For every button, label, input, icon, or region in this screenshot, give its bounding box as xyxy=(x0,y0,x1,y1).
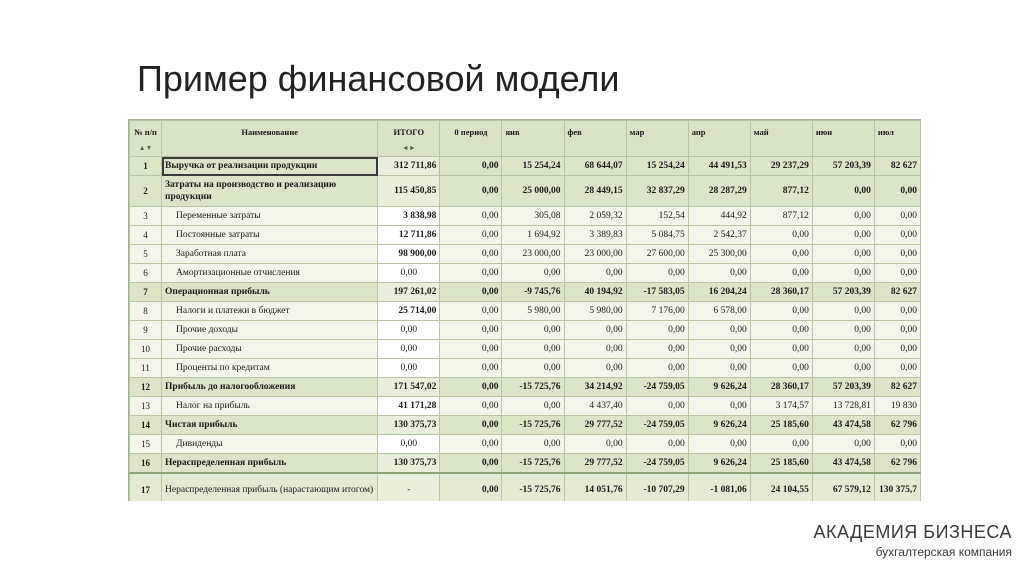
row-month-cell[interactable]: 23 000,00 xyxy=(502,245,564,264)
table-row[interactable] xyxy=(130,226,921,245)
row-month-cell[interactable]: 25 185,60 xyxy=(750,454,812,474)
table-row[interactable] xyxy=(130,397,921,416)
col-header-name: Наименование xyxy=(162,121,378,157)
row-month-cell[interactable]: 0,00 xyxy=(626,321,688,340)
row-period0-cell[interactable]: 0,00 xyxy=(440,340,502,359)
row-month-cell[interactable]: 28 360,17 xyxy=(750,283,812,302)
row-month-cell[interactable]: 25 000,00 xyxy=(502,176,564,207)
row-number: 16 xyxy=(130,454,162,474)
row-month-cell[interactable]: 152,54 xyxy=(626,207,688,226)
row-month-cell[interactable]: 0,00 xyxy=(688,435,750,454)
row-number: 8 xyxy=(130,302,162,321)
row-month-cell[interactable]: 0,00 xyxy=(874,245,920,264)
row-month-cell[interactable]: 68 644,07 xyxy=(564,157,626,176)
brand-name: АКАДЕМИЯ БИЗНЕСА xyxy=(813,522,1012,542)
row-name-cell[interactable]: Амортизационные отчисления xyxy=(162,264,378,283)
row-total-cell[interactable]: - xyxy=(378,473,440,501)
row-month-cell[interactable]: 62 796 xyxy=(874,454,920,474)
row-month-cell[interactable]: 0,00 xyxy=(812,435,874,454)
row-month-cell[interactable]: -15 725,76 xyxy=(502,416,564,435)
row-month-cell[interactable]: 0,00 xyxy=(812,302,874,321)
row-name-cell[interactable]: Нераспределенная прибыль xyxy=(162,454,378,474)
row-month-cell[interactable]: 4 437,40 xyxy=(564,397,626,416)
row-number: 13 xyxy=(130,397,162,416)
table-row[interactable] xyxy=(130,207,921,226)
row-period0-cell[interactable]: 0,00 xyxy=(440,473,502,501)
row-month-cell[interactable]: 0,00 xyxy=(688,321,750,340)
row-month-cell[interactable]: 40 194,92 xyxy=(564,283,626,302)
row-month-cell[interactable]: 0,00 xyxy=(874,302,920,321)
row-month-cell[interactable]: 29 777,52 xyxy=(564,454,626,474)
row-number: 4 xyxy=(130,226,162,245)
table-row[interactable] xyxy=(130,340,921,359)
row-month-cell[interactable]: 5 980,00 xyxy=(502,302,564,321)
row-number: 12 xyxy=(130,378,162,397)
row-month-cell[interactable]: 0,00 xyxy=(874,435,920,454)
row-month-cell[interactable]: 43 474,58 xyxy=(812,416,874,435)
row-month-cell[interactable]: 0,00 xyxy=(874,207,920,226)
row-month-cell[interactable]: 0,00 xyxy=(874,340,920,359)
row-month-cell[interactable]: 0,00 xyxy=(626,264,688,283)
table-row[interactable] xyxy=(130,245,921,264)
row-month-cell[interactable]: 6 578,00 xyxy=(688,302,750,321)
row-number: 2 xyxy=(130,176,162,207)
row-month-cell[interactable]: 1 694,92 xyxy=(502,226,564,245)
row-month-cell[interactable]: 0,00 xyxy=(502,359,564,378)
row-period0-cell[interactable]: 0,00 xyxy=(440,359,502,378)
row-month-cell[interactable]: 0,00 xyxy=(502,397,564,416)
row-number: 15 xyxy=(130,435,162,454)
table-header-row xyxy=(130,121,921,157)
row-month-cell[interactable]: 0,00 xyxy=(688,264,750,283)
row-month-cell[interactable]: 34 214,92 xyxy=(564,378,626,397)
row-month-cell[interactable]: 0,00 xyxy=(812,176,874,207)
row-month-cell[interactable]: 82 627 xyxy=(874,378,920,397)
row-month-cell[interactable]: 27 600,00 xyxy=(626,245,688,264)
row-month-cell[interactable]: 16 204,24 xyxy=(688,283,750,302)
row-total-cell[interactable]: 130 375,73 xyxy=(378,454,440,474)
row-month-cell[interactable]: 0,00 xyxy=(564,359,626,378)
table-row[interactable] xyxy=(130,157,921,176)
row-month-cell[interactable]: 0,00 xyxy=(626,397,688,416)
table-row[interactable] xyxy=(130,302,921,321)
row-month-cell[interactable]: 0,00 xyxy=(564,264,626,283)
row-month-cell[interactable]: 3 389,83 xyxy=(564,226,626,245)
row-month-cell[interactable]: 15 254,24 xyxy=(626,157,688,176)
row-month-cell[interactable]: -24 759,05 xyxy=(626,454,688,474)
row-month-cell[interactable]: 0,00 xyxy=(750,340,812,359)
col-header-total[interactable]: ИТОГО ◄► xyxy=(378,121,440,157)
row-month-cell[interactable]: 0,00 xyxy=(750,245,812,264)
row-month-cell[interactable]: 0,00 xyxy=(750,226,812,245)
row-total-cell[interactable]: 0,00 xyxy=(378,359,440,378)
col-header-month: апр xyxy=(688,121,750,157)
col-header-month: фев xyxy=(564,121,626,157)
row-month-cell[interactable]: 14 051,76 xyxy=(564,473,626,501)
row-month-cell[interactable]: 0,00 xyxy=(874,264,920,283)
row-month-cell[interactable]: 0,00 xyxy=(688,340,750,359)
row-month-cell[interactable]: 0,00 xyxy=(502,264,564,283)
row-number: 14 xyxy=(130,416,162,435)
financial-model-table xyxy=(128,119,921,501)
row-total-cell[interactable]: 0,00 xyxy=(378,264,440,283)
row-total-cell[interactable]: 12 711,86 xyxy=(378,226,440,245)
col-header-month: июл xyxy=(874,121,920,157)
row-month-cell[interactable]: -15 725,76 xyxy=(502,454,564,474)
row-month-cell[interactable]: 0,00 xyxy=(626,359,688,378)
row-month-cell[interactable]: 877,12 xyxy=(750,176,812,207)
row-month-cell[interactable]: 0,00 xyxy=(874,321,920,340)
col-header-month: июн xyxy=(812,121,874,157)
row-number: 11 xyxy=(130,359,162,378)
row-number: 7 xyxy=(130,283,162,302)
row-total-cell[interactable]: 197 261,02 xyxy=(378,283,440,302)
row-month-cell[interactable]: 5 084,75 xyxy=(626,226,688,245)
row-month-cell[interactable]: 0,00 xyxy=(564,435,626,454)
table-row[interactable] xyxy=(130,321,921,340)
row-month-cell[interactable]: 29 777,52 xyxy=(564,416,626,435)
row-period0-cell[interactable]: 0,00 xyxy=(440,397,502,416)
row-period0-cell[interactable]: 0,00 xyxy=(440,157,502,176)
row-total-cell[interactable]: 0,00 xyxy=(378,435,440,454)
row-month-cell[interactable]: 67 579,12 xyxy=(812,473,874,501)
row-month-cell[interactable]: 19 830 xyxy=(874,397,920,416)
row-total-cell[interactable]: 0,00 xyxy=(378,340,440,359)
row-month-cell[interactable]: 0,00 xyxy=(812,207,874,226)
row-period0-cell[interactable]: 0,00 xyxy=(440,245,502,264)
row-month-cell[interactable]: 0,00 xyxy=(874,176,920,207)
row-period0-cell[interactable]: 0,00 xyxy=(440,435,502,454)
table-row[interactable] xyxy=(130,435,921,454)
row-total-cell[interactable]: 0,00 xyxy=(378,321,440,340)
row-month-cell[interactable]: -1 081,06 xyxy=(688,473,750,501)
row-number: 10 xyxy=(130,340,162,359)
row-month-cell[interactable]: 0,00 xyxy=(874,226,920,245)
row-month-cell[interactable]: 25 300,00 xyxy=(688,245,750,264)
row-month-cell[interactable]: 877,12 xyxy=(750,207,812,226)
row-month-cell[interactable]: 15 254,24 xyxy=(502,157,564,176)
row-month-cell[interactable]: 57 203,39 xyxy=(812,283,874,302)
row-name-cell[interactable]: Налог на прибыль xyxy=(162,397,378,416)
row-month-cell[interactable]: 28 449,15 xyxy=(564,176,626,207)
row-month-cell[interactable]: 0,00 xyxy=(874,359,920,378)
company-brand xyxy=(814,522,1012,559)
table-row[interactable] xyxy=(130,473,921,501)
row-total-cell[interactable]: 98 900,00 xyxy=(378,245,440,264)
row-month-cell[interactable]: 5 980,00 xyxy=(564,302,626,321)
row-total-cell[interactable]: 3 838,98 xyxy=(378,207,440,226)
row-month-cell[interactable]: 44 491,53 xyxy=(688,157,750,176)
row-name-cell[interactable]: Налоги и платежи в бюджет xyxy=(162,302,378,321)
row-month-cell[interactable]: 57 203,39 xyxy=(812,157,874,176)
row-month-cell[interactable]: 2 542,37 xyxy=(688,226,750,245)
row-month-cell[interactable]: -17 583,05 xyxy=(626,283,688,302)
row-month-cell[interactable]: -15 725,76 xyxy=(502,473,564,501)
row-month-cell[interactable]: 29 237,29 xyxy=(750,157,812,176)
row-period0-cell[interactable]: 0,00 xyxy=(440,176,502,207)
row-month-cell[interactable]: 0,00 xyxy=(812,264,874,283)
row-name-cell[interactable]: Постоянные затраты xyxy=(162,226,378,245)
row-month-cell[interactable]: 13 728,81 xyxy=(812,397,874,416)
row-number: 9 xyxy=(130,321,162,340)
row-total-cell[interactable]: 25 714,00 xyxy=(378,302,440,321)
row-month-cell[interactable]: 7 176,00 xyxy=(626,302,688,321)
row-total-cell[interactable]: 115 450,85 xyxy=(378,176,440,207)
row-month-cell[interactable]: 28 360,17 xyxy=(750,378,812,397)
col-header-month: янв xyxy=(502,121,564,157)
row-period0-cell[interactable]: 0,00 xyxy=(440,264,502,283)
row-month-cell[interactable]: 0,00 xyxy=(688,359,750,378)
row-month-cell[interactable]: 23 000,00 xyxy=(564,245,626,264)
row-month-cell[interactable]: 9 626,24 xyxy=(688,454,750,474)
row-total-cell[interactable]: 312 711,86 xyxy=(378,157,440,176)
row-period0-cell[interactable]: 0,00 xyxy=(440,283,502,302)
row-month-cell[interactable]: 24 104,55 xyxy=(750,473,812,501)
row-number: 6 xyxy=(130,264,162,283)
row-month-cell[interactable]: -24 759,05 xyxy=(626,416,688,435)
row-month-cell[interactable]: 0,00 xyxy=(750,359,812,378)
row-number: 17 xyxy=(130,473,162,501)
row-month-cell[interactable]: 25 185,60 xyxy=(750,416,812,435)
row-period0-cell[interactable]: 0,00 xyxy=(440,207,502,226)
row-total-cell[interactable]: 41 171,28 xyxy=(378,397,440,416)
row-number: 5 xyxy=(130,245,162,264)
row-month-cell[interactable]: 0,00 xyxy=(564,340,626,359)
row-month-cell[interactable]: 0,00 xyxy=(564,321,626,340)
row-month-cell[interactable]: 444,92 xyxy=(688,207,750,226)
row-month-cell[interactable]: 3 174,57 xyxy=(750,397,812,416)
row-name-cell[interactable]: Нераспределенная прибыль (нарастающим итогом) xyxy=(162,473,378,501)
row-month-cell[interactable]: 32 837,29 xyxy=(626,176,688,207)
row-month-cell[interactable]: 0,00 xyxy=(812,359,874,378)
col-header-period0: 0 период xyxy=(440,121,502,157)
row-month-cell[interactable]: 0,00 xyxy=(750,321,812,340)
row-month-cell[interactable]: 9 626,24 xyxy=(688,416,750,435)
col-header-num[interactable]: № п/п ▲▼ xyxy=(130,121,162,157)
row-total-cell[interactable]: 130 375,73 xyxy=(378,416,440,435)
row-name-cell[interactable]: Заработная плата xyxy=(162,245,378,264)
table-row[interactable] xyxy=(130,264,921,283)
table-row[interactable] xyxy=(130,176,921,207)
table-row[interactable] xyxy=(130,359,921,378)
table-row[interactable] xyxy=(130,283,921,302)
row-month-cell[interactable]: 0,00 xyxy=(750,435,812,454)
scroll-arrows-icon[interactable]: ◄► xyxy=(401,144,416,152)
sort-arrows-icon[interactable]: ▲▼ xyxy=(138,144,153,152)
row-month-cell[interactable]: 57 203,39 xyxy=(812,378,874,397)
row-month-cell[interactable]: -24 759,05 xyxy=(626,378,688,397)
row-month-cell[interactable]: 82 627 xyxy=(874,157,920,176)
row-month-cell[interactable]: 305,08 xyxy=(502,207,564,226)
row-month-cell[interactable]: 0,00 xyxy=(688,397,750,416)
row-month-cell[interactable]: 0,00 xyxy=(502,435,564,454)
row-name-cell[interactable]: Дивиденды xyxy=(162,435,378,454)
table-row[interactable] xyxy=(130,454,921,474)
row-month-cell[interactable]: 2 059,32 xyxy=(564,207,626,226)
slide-title: Пример финансовой модели xyxy=(137,58,620,99)
row-total-cell[interactable]: 171 547,02 xyxy=(378,378,440,397)
row-number: 1 xyxy=(130,157,162,176)
row-name-cell[interactable]: Операционная прибыль xyxy=(162,283,378,302)
row-month-cell[interactable]: 82 627 xyxy=(874,283,920,302)
row-month-cell[interactable]: -15 725,76 xyxy=(502,378,564,397)
brand-tagline: бухгалтерская компания xyxy=(875,545,1012,559)
row-month-cell[interactable]: 0,00 xyxy=(750,302,812,321)
row-month-cell[interactable]: -9 745,76 xyxy=(502,283,564,302)
row-period0-cell[interactable]: 0,00 xyxy=(440,454,502,474)
row-name-cell[interactable]: Затраты на производство и реализацию продукции xyxy=(162,176,378,207)
row-period0-cell[interactable]: 0,00 xyxy=(440,226,502,245)
row-month-cell[interactable]: 43 474,58 xyxy=(812,454,874,474)
row-month-cell[interactable]: 0,00 xyxy=(750,264,812,283)
row-month-cell[interactable]: 28 287,29 xyxy=(688,176,750,207)
row-period0-cell[interactable]: 0,00 xyxy=(440,378,502,397)
row-month-cell[interactable]: 0,00 xyxy=(502,321,564,340)
row-month-cell[interactable]: 0,00 xyxy=(626,435,688,454)
row-period0-cell[interactable]: 0,00 xyxy=(440,416,502,435)
row-name-cell[interactable]: Прочие расходы xyxy=(162,340,378,359)
row-name-cell[interactable]: Прибыль до налогообложения xyxy=(162,378,378,397)
row-name-cell[interactable]: Выручка от реализации продукции xyxy=(162,157,378,176)
row-month-cell[interactable]: 130 375,7 xyxy=(874,473,920,501)
row-month-cell[interactable]: 0,00 xyxy=(626,340,688,359)
row-period0-cell[interactable]: 0,00 xyxy=(440,302,502,321)
row-month-cell[interactable]: 0,00 xyxy=(812,245,874,264)
row-month-cell[interactable]: 0,00 xyxy=(812,340,874,359)
col-header-month: мар xyxy=(626,121,688,157)
row-name-cell[interactable]: Переменные затраты xyxy=(162,207,378,226)
row-month-cell[interactable]: 0,00 xyxy=(812,321,874,340)
row-month-cell[interactable]: 9 626,24 xyxy=(688,378,750,397)
row-month-cell[interactable]: 62 796 xyxy=(874,416,920,435)
row-name-cell[interactable]: Чистая прибыль xyxy=(162,416,378,435)
row-number: 3 xyxy=(130,207,162,226)
col-header-month: май xyxy=(750,121,812,157)
row-period0-cell[interactable]: 0,00 xyxy=(440,321,502,340)
table-row[interactable] xyxy=(130,416,921,435)
row-month-cell[interactable]: 0,00 xyxy=(812,226,874,245)
row-name-cell[interactable]: Прочие доходы xyxy=(162,321,378,340)
row-month-cell[interactable]: 0,00 xyxy=(502,340,564,359)
table-row[interactable] xyxy=(130,378,921,397)
row-month-cell[interactable]: -10 707,29 xyxy=(626,473,688,501)
row-name-cell[interactable]: Проценты по кредитам xyxy=(162,359,378,378)
